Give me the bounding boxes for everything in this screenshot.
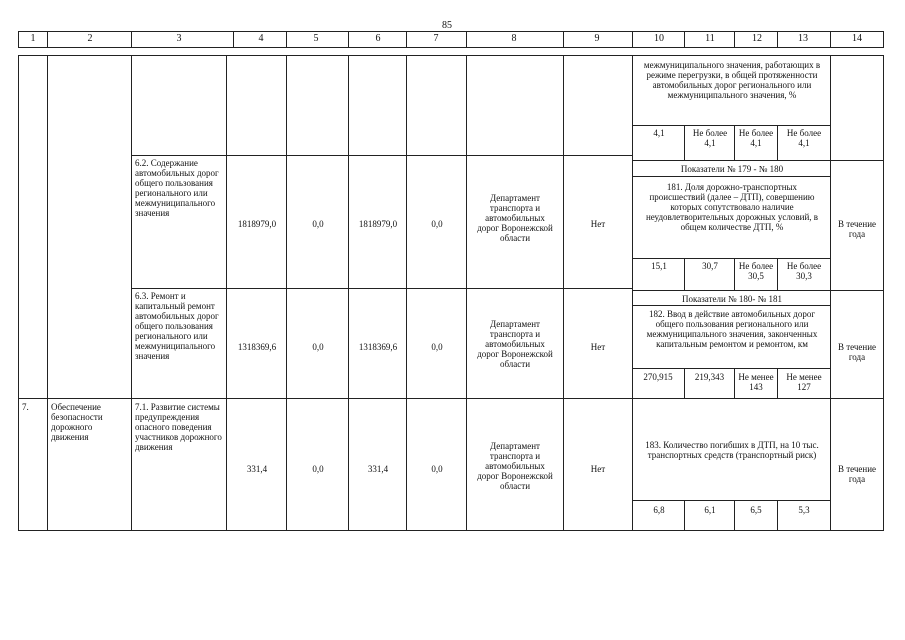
value-2: 219,343: [694, 372, 725, 382]
header-col-11: 11: [705, 33, 715, 44]
cell-col-6: 1818979,0: [358, 219, 398, 229]
cell-col-5: 0,0: [312, 464, 324, 474]
cell-col-14: В течение года: [837, 464, 877, 484]
cell-col-8: Департамент транспорта и автомобильных дорог Воронежской области: [477, 319, 553, 369]
cell-col-6: 331,4: [367, 464, 389, 474]
cell-col-4: 331,4: [246, 464, 268, 474]
value-2: 6,1: [704, 505, 716, 515]
cell-col-9: Нет: [590, 219, 606, 229]
cell-col-14: В течение года: [837, 342, 877, 362]
value-3: Не более 30,5: [738, 261, 774, 281]
row-name: 7.1. Развитие системы предупреждения опасного поведения участников дорожного движения: [135, 402, 222, 452]
header-col-5: 5: [313, 33, 319, 44]
value-1: 270,915: [643, 372, 673, 382]
value-4: Не менее 127: [786, 372, 822, 392]
header-col-8: 8: [511, 33, 517, 44]
top-value-4: Не более 4,1: [786, 128, 822, 148]
page-number: 85: [442, 20, 452, 31]
header-col-1: 1: [30, 33, 36, 44]
row-name: 6.2. Содержание автомобильных дорог общего пользования регионального или межмуниципального значения: [135, 158, 219, 218]
value-4: Не более 30,3: [786, 261, 822, 281]
row-number: 7.: [22, 402, 29, 412]
header-col-14: 14: [852, 33, 862, 44]
cell-col-9: Нет: [590, 464, 606, 474]
cell-col-6: 1318369,6: [358, 342, 398, 352]
cell-col-4: 1818979,0: [237, 219, 277, 229]
value-2: 30,7: [702, 261, 718, 271]
indicator-text: 182. Ввод в действие автомобильных дорог общего пользования регионального или межмуниципального значения, законченных капитальным ремонтом и ремонтом, км: [646, 309, 818, 349]
cell-col-4: 1318369,6: [237, 342, 277, 352]
cell-col-7: 0,0: [431, 342, 443, 352]
header-col-3: 3: [176, 33, 182, 44]
row-name: 6.3. Ремонт и капитальный ремонт автомобильных дорог общего пользования регионального или межмуниципального значения: [135, 291, 219, 361]
indicators-range: Показатели № 180- № 181: [682, 294, 782, 304]
header-col-2: 2: [87, 33, 93, 44]
row-title: Обеспечение безопасности дорожного движения: [51, 402, 103, 442]
cell-col-8: Департамент транспорта и автомобильных дорог Воронежской области: [477, 441, 553, 491]
header-col-10: 10: [654, 33, 664, 44]
header-col-6: 6: [375, 33, 381, 44]
header-col-13: 13: [798, 33, 808, 44]
indicator-text: 183. Количество погибших в ДТП, на 10 тыс. транспортных средств (транспортный риск): [645, 440, 819, 460]
header-col-7: 7: [433, 33, 439, 44]
top-value-2: Не более 4,1: [692, 128, 728, 148]
top-value-3: Не более 4,1: [738, 128, 774, 148]
top-indicator-text: межмуниципального значения, работающих в режиме перегрузки, в общей протяженности автомобильных дорог регионального или межмуниципального значения, %: [643, 60, 821, 100]
value-3: 6,5: [750, 505, 762, 515]
cell-col-5: 0,0: [312, 342, 324, 352]
value-4: 5,3: [798, 505, 810, 515]
indicators-range: Показатели № 179 - № 180: [680, 164, 784, 174]
cell-col-8: Департамент транспорта и автомобильных дорог Воронежской области: [477, 193, 553, 243]
header-col-4: 4: [258, 33, 264, 44]
cell-col-7: 0,0: [431, 464, 443, 474]
header-col-12: 12: [752, 33, 762, 44]
cell-col-7: 0,0: [431, 219, 443, 229]
top-value-1: 4,1: [653, 128, 665, 138]
value-3: Не менее 143: [738, 372, 774, 392]
value-1: 6,8: [653, 505, 665, 515]
value-1: 15,1: [651, 261, 667, 271]
cell-col-5: 0,0: [312, 219, 324, 229]
indicator-text: 181. Доля дорожно-транспортных происшествий (далее – ДТП), совершению которых сопутствовало наличие неудовлетворительных дорожных условий, в общем количестве ДТП, %: [645, 182, 819, 232]
cell-col-9: Нет: [590, 342, 606, 352]
header-col-9: 9: [594, 33, 600, 44]
cell-col-14: В течение года: [837, 219, 877, 239]
